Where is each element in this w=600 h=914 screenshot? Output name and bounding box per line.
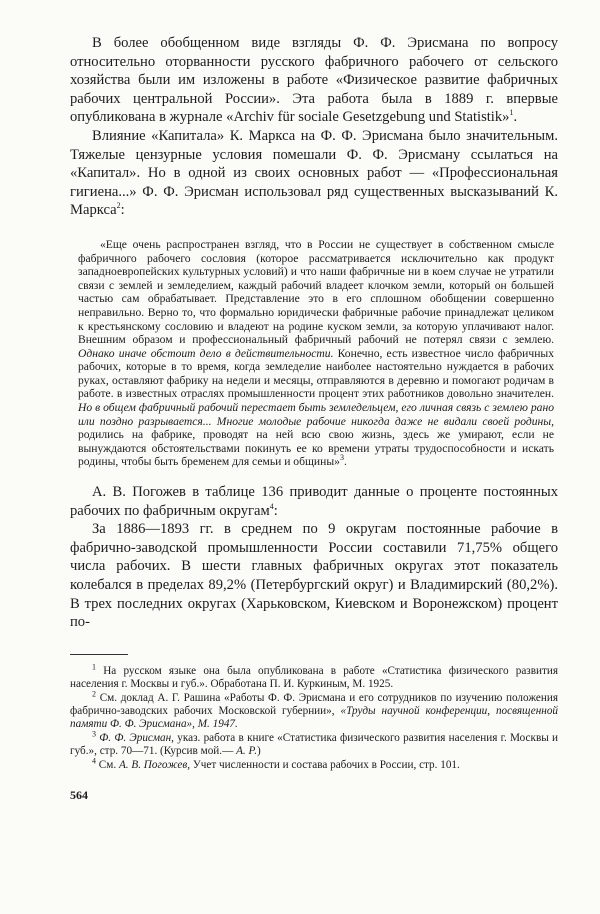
footnote-2: $^2$ См. доклад А. Г. Рашина «Работы Ф. Ф. Эрисмана и его сотрудников по изучению положения фабрично-заводских рабочих Московской губернии», «Труды научной конференции, посвященной памяти Ф. Ф. Эрисмана», М. 1947.	[70, 688, 559, 731]
footnote-ref: 2	[116, 201, 121, 211]
quote-text: «Еще очень распространен взгляд, что в России не существует в собственном смысле фабричного рабочего сословия (которое рассматривается исключительно как продукт западноевропейских культурных условий) и что наши фабричные ни в коем случае не утратили связи с землей и земледелием, каждый рабочий владеет клочком земли, который он большей частью сам обрабатывает. Представление это в его сплошном обобщении совершенно неправильно. Верно то, что формально юридически фабричные рабочие принадлежат целиком к крестьянскому сословию и владеют на родине куском земли, за которую уплачивают налог. Внешним образом и профессиональный фабричный рабочий не потерял связи с землею. Однако иначе обстоит дело в действительности. Конечно, есть известное число фабричных рабочих, которые в то время, когда земледелие наиболее настоятельно нуждается в рабочих руках, оставляют фабрику на недели и месяцы, отправляются в деревню и помогают родичам в работе. в известных отраслях промышленности процент этих работников довольно значителен. Но в общем фабричный рабочий перестает быть земледельцем, его личная связь с землею рано или поздно разрывается... Многие молодые рабочие никогда даже не видали своей родины, родились на фабрике, проводят на ней всю свою жизнь, здесь же умирают, если не вынуждаются обстоятельствами покинуть ее ко времени утраты трудоспособности и искать родины, чтобы быть бременем для семьи и общины»$^3$.	[78, 237, 554, 469]
footnote-1: $^1$ На русском языке она была опубликована в работе «Статистика физического развития населения г. Москвы и губ.». Обработана П. И. Куркиным, М. 1925.	[70, 662, 558, 691]
body-text-2	[70, 483, 558, 632]
page	[70, 34, 558, 803]
footnote-ref: 4	[269, 501, 274, 511]
paragraph: За 1886—1893 гг. в среднем по 9 округам постоянные рабочие в фабрично-заводской промышленности России составили 71,75% общего числа рабочих. В шести главных фабричных округах этот показатель колебался в пределах 89,2% (Петербургский округ) и Владимирский (80,2%). В трех последних округах (Харьковском, Киевском и Воронежском) процент по-	[70, 521, 558, 631]
paragraph: Влияние «Капитала» К. Маркса на Ф. Ф. Эрисмана было значительным. Тяжелые цензурные условия помешали Ф. Ф. Эрисману ссылаться на «Капитал». Но в одной из своих основных работ — «Профессиональная гигиена...» Ф. Ф. Эрисман использовал ряд существенных высказываний К. Маркса$^2$:	[70, 127, 558, 219]
footnote-4: $^4$ См. А. В. Погожев, Учет численности и состава рабочих в России, стр. 101.	[92, 755, 460, 771]
footnote-divider	[70, 654, 128, 655]
paragraph: А. В. Погожев в таблице 136 приводит данные о проценте постоянных рабочих по фабричным округам$^4$:	[70, 484, 558, 519]
block-quote	[70, 238, 558, 469]
footnote-3: $^3$ Ф. Ф. Эрисман, указ. работа в книге «Статистика физического развития населения г. Москвы и губ.», стр. 70—71. (Курсив мой.— А. Р.)	[70, 729, 559, 758]
page-number: 564	[70, 788, 88, 803]
body-text	[70, 34, 558, 220]
footnotes	[70, 662, 559, 772]
footnote-ref: 3	[339, 453, 344, 463]
paragraph: В более обобщенном виде взгляды Ф. Ф. Эрисмана по вопросу относительно оторванности русского фабричного рабочего от сельского хозяйства были им изложены в работе «Физическое развитие фабричных рабочих центральной России». Эта работа была в 1889 г. впервые опубликована в журнале «Archiv für sociale Gesetzgebung und Statistik»$^1$.	[70, 35, 558, 126]
footnote-ref: 1	[509, 108, 514, 118]
